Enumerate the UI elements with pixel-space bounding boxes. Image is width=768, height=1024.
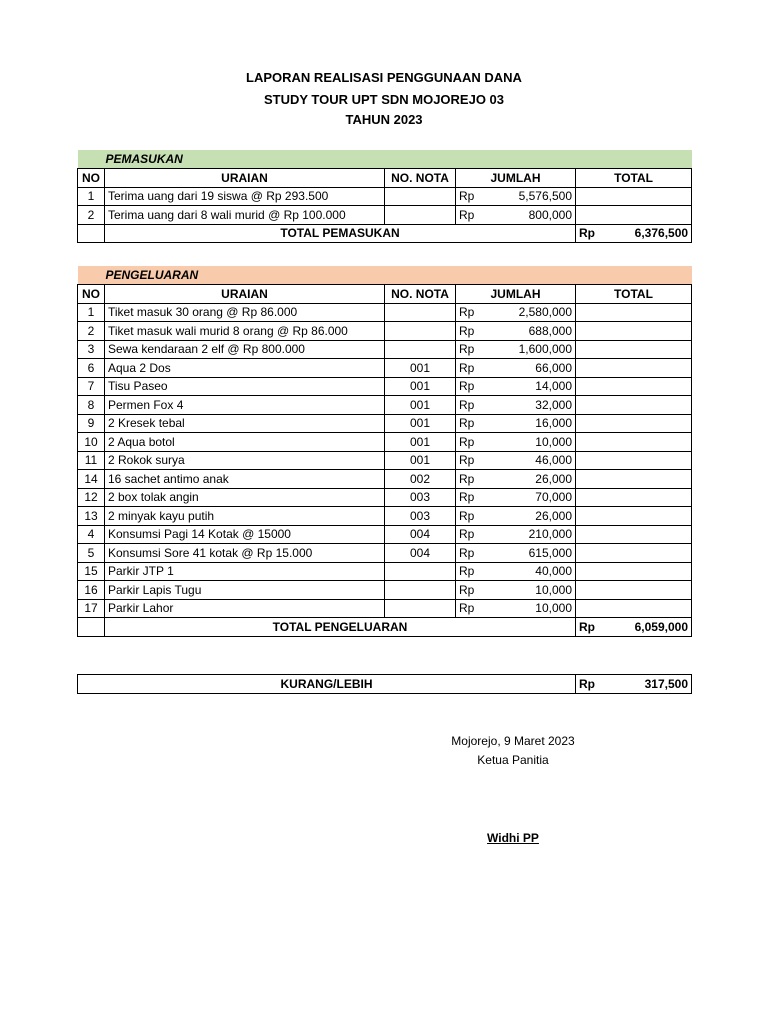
row-jumlah: 14,000 bbox=[535, 379, 572, 394]
row-nota: 001 bbox=[385, 451, 456, 470]
row-uraian: 16 sachet antimo anak bbox=[105, 470, 385, 489]
row-uraian: 2 minyak kayu putih bbox=[105, 507, 385, 526]
table-row bbox=[78, 303, 692, 322]
row-no: 17 bbox=[78, 599, 105, 618]
row-uraian: Terima uang dari 19 siswa @ Rp 293.500 bbox=[105, 187, 385, 206]
row-no: 14 bbox=[78, 470, 105, 489]
balance-table bbox=[77, 674, 692, 694]
col-total: TOTAL bbox=[576, 285, 692, 304]
row-nota: 003 bbox=[385, 507, 456, 526]
row-no: 11 bbox=[78, 451, 105, 470]
table-row bbox=[78, 507, 692, 526]
expense-section-header bbox=[78, 266, 692, 285]
expense-total-label: TOTAL PENGELUARAN bbox=[105, 618, 576, 637]
row-total bbox=[576, 303, 692, 322]
report-subtitle: STUDY TOUR UPT SDN MOJOREJO 03 bbox=[263, 92, 505, 107]
currency-label: Rp bbox=[459, 564, 475, 579]
row-no: 4 bbox=[78, 525, 105, 544]
expense-total-row bbox=[78, 618, 692, 637]
col-jumlah: JUMLAH bbox=[456, 169, 576, 188]
row-total bbox=[576, 187, 692, 206]
row-no: 9 bbox=[78, 414, 105, 433]
row-uraian: 2 box tolak angin bbox=[105, 488, 385, 507]
row-total bbox=[576, 544, 692, 563]
table-row bbox=[78, 525, 692, 544]
row-jumlah: 615,000 bbox=[528, 545, 572, 560]
row-jumlah: 2,580,000 bbox=[518, 305, 572, 320]
expense-column-headers bbox=[78, 285, 692, 304]
row-total bbox=[576, 507, 692, 526]
income-column-headers bbox=[78, 169, 692, 188]
row-total bbox=[576, 206, 692, 225]
currency-label: Rp bbox=[459, 360, 475, 375]
row-total bbox=[576, 359, 692, 378]
row-nota: 001 bbox=[385, 396, 456, 415]
currency-label: Rp bbox=[459, 601, 475, 616]
table-row bbox=[78, 451, 692, 470]
row-uraian: 2 Kresek tebal bbox=[105, 414, 385, 433]
balance-label: KURANG/LEBIH bbox=[78, 675, 576, 694]
row-uraian: 2 Aqua botol bbox=[105, 433, 385, 452]
row-no: 2 bbox=[78, 322, 105, 341]
row-jumlah: 1,600,000 bbox=[518, 342, 572, 357]
col-no: NO bbox=[78, 169, 105, 188]
table-row bbox=[78, 414, 692, 433]
currency-label: Rp bbox=[459, 207, 475, 222]
table-row bbox=[78, 544, 692, 563]
currency-label: Rp bbox=[459, 397, 475, 412]
table-row bbox=[78, 359, 692, 378]
row-total bbox=[576, 396, 692, 415]
currency-label: Rp bbox=[459, 305, 475, 320]
col-nota: NO. NOTA bbox=[385, 169, 456, 188]
currency-label: Rp bbox=[459, 342, 475, 357]
row-uraian: Sewa kendaraan 2 elf @ Rp 800.000 bbox=[105, 340, 385, 359]
row-jumlah: 26,000 bbox=[535, 508, 572, 523]
table-row bbox=[78, 396, 692, 415]
row-total bbox=[576, 488, 692, 507]
row-total bbox=[576, 340, 692, 359]
table-row bbox=[78, 470, 692, 489]
row-total bbox=[576, 433, 692, 452]
income-total-row bbox=[78, 224, 692, 243]
currency-label: Rp bbox=[459, 434, 475, 449]
row-jumlah: 10,000 bbox=[535, 434, 572, 449]
col-uraian: URAIAN bbox=[105, 169, 385, 188]
row-no: 5 bbox=[78, 544, 105, 563]
col-no: NO bbox=[78, 285, 105, 304]
row-uraian: Parkir JTP 1 bbox=[105, 562, 385, 581]
row-jumlah: 10,000 bbox=[535, 601, 572, 616]
table-row bbox=[78, 340, 692, 359]
row-nota bbox=[385, 340, 456, 359]
row-jumlah: 5,576,500 bbox=[518, 189, 572, 204]
table-row bbox=[78, 322, 692, 341]
row-total bbox=[576, 562, 692, 581]
row-no: 15 bbox=[78, 562, 105, 581]
balance-row bbox=[78, 675, 692, 694]
row-total bbox=[576, 470, 692, 489]
row-no: 1 bbox=[78, 187, 105, 206]
row-nota: 002 bbox=[385, 470, 456, 489]
report-title: LAPORAN REALISASI PENGGUNAAN DANA bbox=[246, 70, 522, 85]
row-no: 3 bbox=[78, 340, 105, 359]
row-nota bbox=[385, 599, 456, 618]
table-row bbox=[78, 377, 692, 396]
row-uraian: Konsumsi Sore 41 kotak @ Rp 15.000 bbox=[105, 544, 385, 563]
row-uraian: Konsumsi Pagi 14 Kotak @ 15000 bbox=[105, 525, 385, 544]
table-row bbox=[78, 562, 692, 581]
row-nota bbox=[385, 562, 456, 581]
row-total bbox=[576, 525, 692, 544]
row-no: 6 bbox=[78, 359, 105, 378]
signature-name: Widhi PP bbox=[487, 831, 539, 845]
row-no: 1 bbox=[78, 303, 105, 322]
row-nota bbox=[385, 581, 456, 600]
row-uraian: Parkir Lahor bbox=[105, 599, 385, 618]
income-total-value: 6,376,500 bbox=[634, 226, 689, 241]
row-no: 7 bbox=[78, 377, 105, 396]
signature-place-date: Mojorejo, 9 Maret 2023 bbox=[451, 734, 575, 748]
row-total bbox=[576, 451, 692, 470]
row-uraian: Terima uang dari 8 wali murid @ Rp 100.000 bbox=[105, 206, 385, 225]
row-nota: 001 bbox=[385, 414, 456, 433]
currency-label: Rp bbox=[579, 619, 595, 634]
table-row bbox=[78, 488, 692, 507]
row-jumlah: 800,000 bbox=[528, 207, 572, 222]
col-jumlah: JUMLAH bbox=[456, 285, 576, 304]
row-jumlah: 70,000 bbox=[535, 490, 572, 505]
row-uraian: Tiket masuk wali murid 8 orang @ Rp 86.000 bbox=[105, 322, 385, 341]
row-nota: 004 bbox=[385, 525, 456, 544]
table-row bbox=[78, 206, 692, 225]
expense-section-label: PENGELUARAN bbox=[78, 266, 692, 285]
row-no: 12 bbox=[78, 488, 105, 507]
currency-label: Rp bbox=[579, 226, 595, 241]
row-nota: 001 bbox=[385, 377, 456, 396]
income-table bbox=[77, 150, 692, 243]
table-row bbox=[78, 599, 692, 618]
table-row bbox=[78, 581, 692, 600]
currency-label: Rp bbox=[459, 416, 475, 431]
currency-label: Rp bbox=[459, 545, 475, 560]
row-nota bbox=[385, 187, 456, 206]
table-row bbox=[78, 433, 692, 452]
row-jumlah: 10,000 bbox=[535, 582, 572, 597]
row-jumlah: 66,000 bbox=[535, 360, 572, 375]
row-no: 13 bbox=[78, 507, 105, 526]
income-section-label: PEMASUKAN bbox=[78, 150, 692, 169]
table-row bbox=[78, 187, 692, 206]
row-uraian: Permen Fox 4 bbox=[105, 396, 385, 415]
col-total: TOTAL bbox=[576, 169, 692, 188]
row-jumlah: 688,000 bbox=[528, 323, 572, 338]
currency-label: Rp bbox=[459, 189, 475, 204]
row-no: 8 bbox=[78, 396, 105, 415]
income-total-label: TOTAL PEMASUKAN bbox=[105, 224, 576, 243]
currency-label: Rp bbox=[459, 379, 475, 394]
row-jumlah: 40,000 bbox=[535, 564, 572, 579]
currency-label: Rp bbox=[579, 676, 595, 691]
currency-label: Rp bbox=[459, 582, 475, 597]
currency-label: Rp bbox=[459, 453, 475, 468]
income-section-header bbox=[78, 150, 692, 169]
currency-label: Rp bbox=[459, 508, 475, 523]
row-jumlah: 32,000 bbox=[535, 397, 572, 412]
row-uraian: Tisu Paseo bbox=[105, 377, 385, 396]
row-jumlah: 46,000 bbox=[535, 453, 572, 468]
expense-table bbox=[77, 266, 692, 637]
row-jumlah: 26,000 bbox=[535, 471, 572, 486]
row-nota bbox=[385, 322, 456, 341]
row-nota: 004 bbox=[385, 544, 456, 563]
balance-value: 317,500 bbox=[644, 676, 688, 691]
row-jumlah: 210,000 bbox=[528, 527, 572, 542]
row-no: 2 bbox=[78, 206, 105, 225]
col-nota: NO. NOTA bbox=[385, 285, 456, 304]
row-uraian: Parkir Lapis Tugu bbox=[105, 581, 385, 600]
row-uraian: 2 Rokok surya bbox=[105, 451, 385, 470]
row-nota: 001 bbox=[385, 359, 456, 378]
row-total bbox=[576, 414, 692, 433]
signature-role: Ketua Panitia bbox=[477, 753, 549, 767]
currency-label: Rp bbox=[459, 527, 475, 542]
row-total bbox=[576, 581, 692, 600]
row-nota: 001 bbox=[385, 433, 456, 452]
row-total bbox=[576, 599, 692, 618]
row-nota bbox=[385, 303, 456, 322]
row-nota: 003 bbox=[385, 488, 456, 507]
row-no: 16 bbox=[78, 581, 105, 600]
row-uraian: Tiket masuk 30 orang @ Rp 86.000 bbox=[105, 303, 385, 322]
row-no: 10 bbox=[78, 433, 105, 452]
report-year: TAHUN 2023 bbox=[345, 112, 423, 127]
row-jumlah: 16,000 bbox=[535, 416, 572, 431]
expense-total-value: 6,059,000 bbox=[634, 619, 688, 634]
row-uraian: Aqua 2 Dos bbox=[105, 359, 385, 378]
currency-label: Rp bbox=[459, 490, 475, 505]
row-total bbox=[576, 322, 692, 341]
currency-label: Rp bbox=[459, 323, 475, 338]
row-nota bbox=[385, 206, 456, 225]
col-uraian: URAIAN bbox=[105, 285, 385, 304]
row-total bbox=[576, 377, 692, 396]
currency-label: Rp bbox=[459, 471, 475, 486]
